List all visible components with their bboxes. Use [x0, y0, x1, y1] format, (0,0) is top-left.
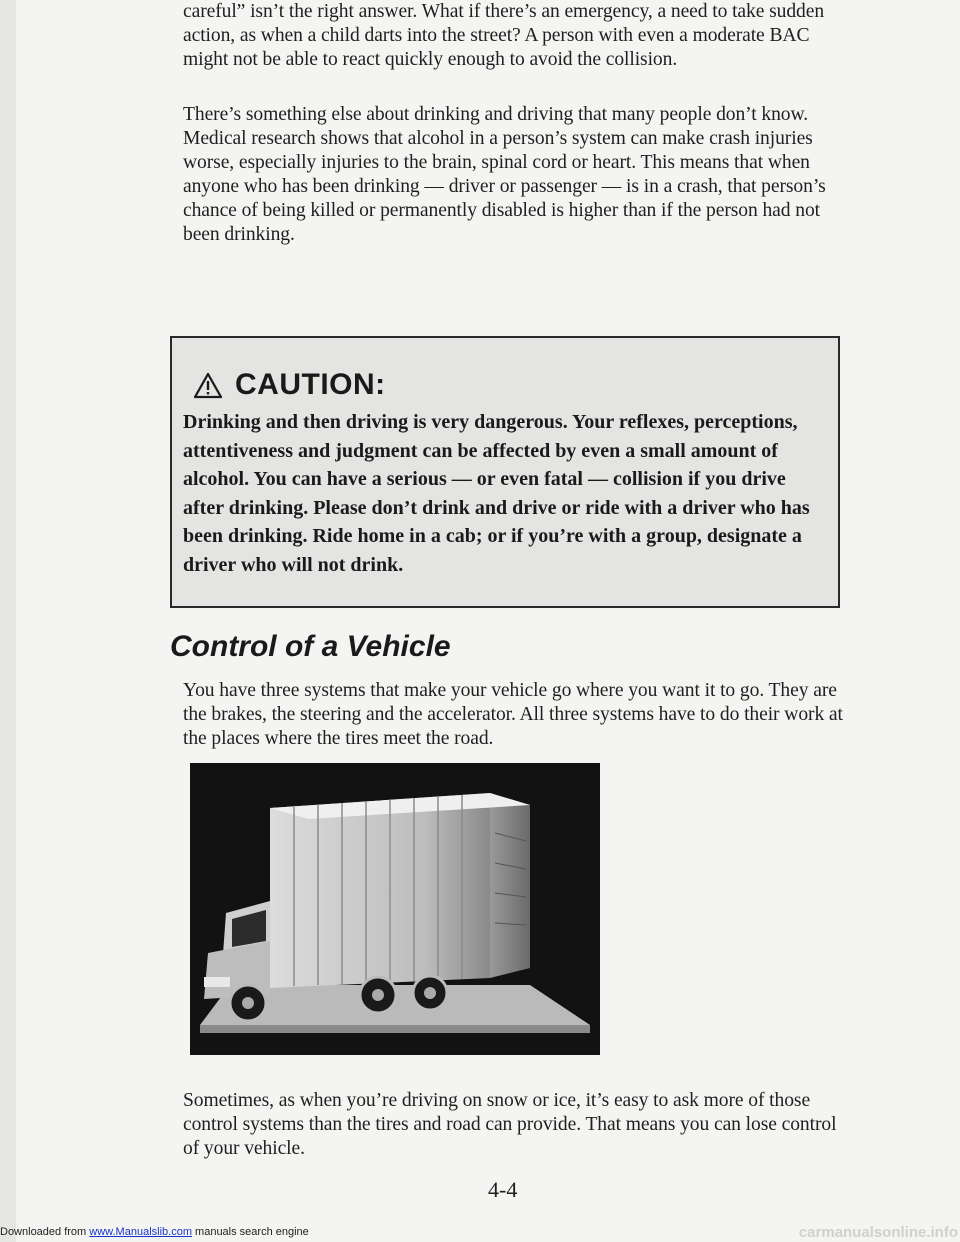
- section-heading: Control of a Vehicle: [170, 630, 451, 663]
- footer-suffix: manuals search engine: [191, 1226, 309, 1238]
- watermark-text: carmanualsonline.info: [798, 1224, 958, 1241]
- paragraph-medical-research: There’s something else about drinking and driving that many people don’t know. Medical research shows that alcohol in a person’s system can make crash injuries worse, especially injuries to the brain, spinal cord or heart. This means that when anyone who has been drinking — driver or passenger — is in a crash, that person’s chance of being killed or permanently disabled is higher than if the person had not been drinking.: [183, 104, 826, 245]
- caution-text: Drinking and then driving is very dangerous. Your reflexes, perceptions, attentiveness and judgment can be affected by even a small amount of alcohol. You can have a serious — or even fatal — collision if you drive after drinking. Please don’t drink and drive or ride with a driver who has been drinking. Ride home in a cab; or if you’re with a group, designate a driver who will not drink.: [183, 411, 810, 576]
- caution-box: [170, 336, 840, 608]
- caution-header: [193, 368, 386, 402]
- caution-title: CAUTION:: [235, 368, 386, 401]
- truck-icon: [190, 763, 600, 1055]
- truck-illustration: [190, 763, 600, 1055]
- download-footer: [0, 1226, 309, 1238]
- manualslib-link[interactable]: www.Manualslib.com: [89, 1226, 192, 1238]
- page-number: 4-4: [488, 1177, 518, 1202]
- paragraph-careful: careful” isn’t the right answer. What if there’s an emergency, a need to take sudden action, as when a child darts into the street? A person with even a moderate BAC might not be able to react quickly enough to avoid the collision.: [183, 1, 825, 70]
- manual-page: [20, 0, 960, 1242]
- paragraph-three-systems: You have three systems that make your vehicle go where you want it to go. They are the brakes, the steering and the accelerator. All three systems have to do their work at the places where the tires meet the road.: [183, 680, 843, 749]
- warning-triangle-icon: [193, 372, 223, 399]
- footer-prefix: Downloaded from: [0, 1226, 90, 1238]
- page-edge-strip: [0, 0, 16, 1242]
- paragraph-snow-ice: Sometimes, as when you’re driving on snow or ice, it’s easy to ask more of those control systems than the tires and road can provide. That means you can lose control of your vehicle.: [183, 1090, 837, 1159]
